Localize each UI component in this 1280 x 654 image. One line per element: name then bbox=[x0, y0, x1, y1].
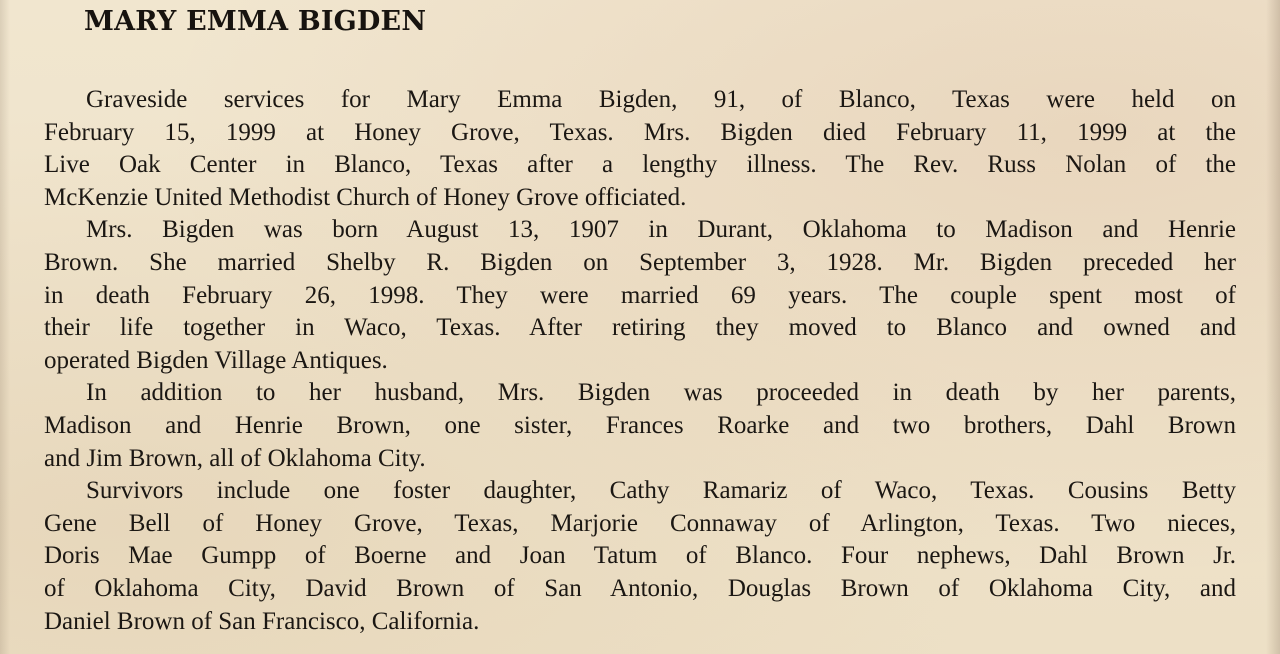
paragraph-line: Doris Mae Gumpp of Boerne and Joan Tatum of Blanco. Four nephews, Dahl Brown Jr. bbox=[44, 542, 1236, 570]
paragraph-line: Gene Bell of Honey Grove, Texas, Marjorie Connaway of Arlington, Texas. Two nieces, bbox=[44, 509, 1236, 537]
paragraph-line: operated Bigden Village Antiques. bbox=[44, 346, 388, 374]
paragraph-line: Graveside services for Mary Emma Bigden, 91, of Blanco, Texas were held on bbox=[86, 86, 1236, 113]
paragraph-line: In addition to her husband, Mrs. Bigden was proceeded in death by her parents, bbox=[86, 379, 1236, 407]
obituary-title: MARY EMMA BIGDEN bbox=[84, 6, 427, 37]
clipping-right-edge bbox=[1266, 0, 1280, 654]
paragraph-line: Brown. She married Shelby R. Bigden on September 3, 1928. Mr. Bigden preceded her bbox=[44, 248, 1236, 276]
paragraph-line: McKenzie United Methodist Church of Honey Grove officiated. bbox=[44, 183, 687, 211]
paragraph-line: Daniel Brown of San Francisco, California. bbox=[44, 607, 480, 635]
paragraph-line: Mrs. Bigden was born August 13, 1907 in Durant, Oklahoma to Madison and Henrie bbox=[86, 216, 1236, 244]
clipping-left-edge bbox=[0, 0, 10, 654]
paragraph-line: February 15, 1999 at Honey Grove, Texas. Mrs. Bigden died February 11, 1999 at the bbox=[44, 118, 1236, 146]
paragraph-line: and Jim Brown, all of Oklahoma City. bbox=[44, 444, 426, 472]
paragraph-line: of Oklahoma City, David Brown of San Antonio, Douglas Brown of Oklahoma City, and bbox=[44, 574, 1236, 602]
paragraph-line: in death February 26, 1998. They were married 69 years. The couple spent most of bbox=[44, 281, 1236, 309]
paragraph-line: their life together in Waco, Texas. After retiring they moved to Blanco and owned and bbox=[44, 314, 1236, 342]
paragraph-line: Madison and Henrie Brown, one sister, Frances Roarke and two brothers, Dahl Brown bbox=[44, 411, 1236, 439]
paragraph-line: Survivors include one foster daughter, Cathy Ramariz of Waco, Texas. Cousins Betty bbox=[86, 477, 1236, 505]
obituary-body bbox=[44, 84, 1236, 638]
paragraph-line: Live Oak Center in Blanco, Texas after a lengthy illness. The Rev. Russ Nolan of the bbox=[44, 151, 1236, 179]
